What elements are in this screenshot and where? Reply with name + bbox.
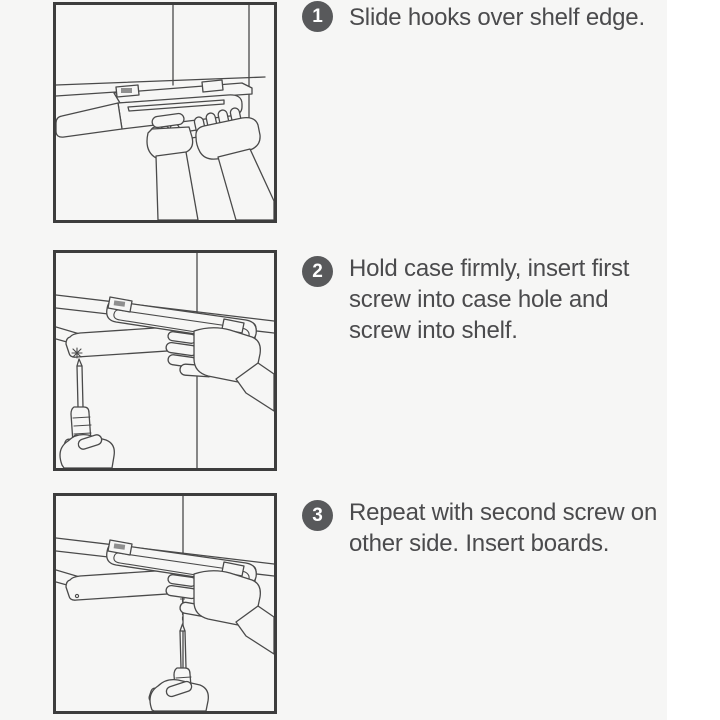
step-3-badge (302, 500, 333, 531)
right-hand (194, 107, 274, 220)
step-2-text: Hold case firmly, insert first screw into case hole and screw into shelf. (349, 255, 630, 344)
step-2-number: 2 (312, 261, 323, 282)
left-hand-gripping (60, 434, 114, 468)
left-arm (156, 152, 198, 220)
step-3-number: 3 (312, 505, 323, 526)
screwdriver-tip (180, 624, 185, 631)
step-1-illustration-frame (53, 2, 277, 223)
screwdriver-tip (77, 359, 82, 366)
screwdriver-shaft-right (82, 366, 83, 407)
right-hand-on-case (165, 571, 274, 654)
slide-hooks-illustration (56, 5, 274, 220)
bottom-hand-gripping (148, 680, 208, 711)
brand-logo-mark (121, 88, 132, 93)
step-2-badge (302, 256, 333, 287)
left-hand (147, 113, 198, 220)
first-screw-illustration (56, 253, 274, 468)
hook-tab-right (202, 80, 223, 92)
case-left-end (56, 103, 122, 137)
second-screw-illustration (56, 496, 274, 711)
step-3-text: Repeat with second screw on other side. Insert boards. (349, 499, 658, 557)
screwdriver-shaft-left (77, 366, 78, 407)
screwdriver-shaft-right (185, 631, 186, 668)
right-hand-on-case (165, 328, 274, 411)
screwdriver-shaft-left (180, 631, 181, 668)
step-1-badge (302, 1, 333, 32)
step-3-illustration-frame (53, 493, 277, 714)
shelf-front-edge-line (56, 92, 116, 96)
screw-sparkle (72, 348, 82, 358)
step-2-illustration-frame (53, 250, 277, 471)
right-arm (218, 149, 274, 220)
right-white-margin (667, 0, 720, 720)
step-1-text: Slide hooks over shelf edge. (349, 4, 645, 31)
step-1-number: 1 (312, 6, 323, 27)
